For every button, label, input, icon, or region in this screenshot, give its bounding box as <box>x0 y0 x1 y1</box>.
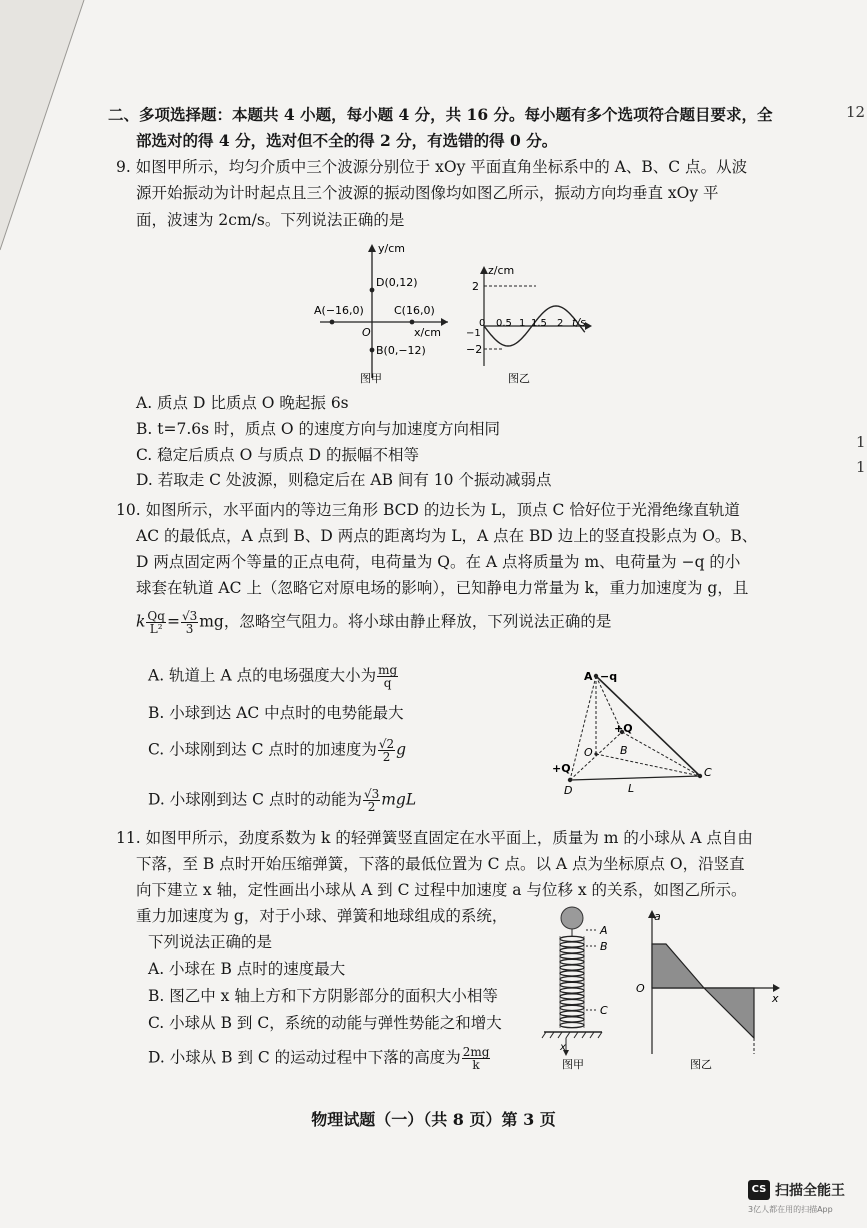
q11-option-A: A. 小球在 B 点时的速度最大 <box>148 960 346 978</box>
q10-stem: D 两点固定两个等量的正点电荷，电荷量为 Q。在 A 点将质量为 m、电荷量为 −q 的小 <box>136 553 741 571</box>
scanner-logo <box>748 1178 858 1218</box>
label-C: C <box>704 766 712 779</box>
t-axis-label: t/s <box>572 316 586 329</box>
q11-figure-yi <box>630 904 790 1074</box>
q9-stem: 9. 如图甲所示，均匀介质中三个波源分别位于 xOy 平面直角坐标系中的 A、B、C 点。从波 <box>116 158 748 176</box>
scanner-name: 扫描全能王 <box>775 1183 845 1199</box>
a-axis-label: a <box>654 910 661 923</box>
q11-option-C: C. 小球从 B 到 C，系统的动能与弹性势能之和增大 <box>148 1014 502 1032</box>
q9-figure-yi <box>468 262 598 388</box>
q9-option-D: D. 若取走 C 处波源，则稳定后在 AB 间有 10 个振动减弱点 <box>136 471 552 489</box>
q10-option-B: B. 小球到达 AC 中点时的电势能最大 <box>148 704 404 722</box>
q10-option-C: C. 小球刚到达 C 点时的加速度为 $\frac{√2}{2}$ g <box>148 737 407 764</box>
section-title: 二、多项选择题：本题共 4 小题，每小题 4 分，共 16 分。每小题有多个选项符合题目要求，全 <box>108 105 773 124</box>
figure-caption: 图乙 <box>690 1058 712 1071</box>
figure-caption: 图甲 <box>562 1058 584 1071</box>
point-B-label: B(0,−12) <box>376 344 426 357</box>
x-tick: 0 <box>479 318 486 329</box>
edge-mark: 1 <box>856 458 866 476</box>
cs-badge-icon: CS <box>748 1180 770 1200</box>
q9-figure-jia <box>300 238 470 388</box>
z-axis-label: z/cm <box>488 264 515 277</box>
q10-stem-condition: k $\frac{Qq}{\text{L²}}$ = $\frac{√3}{3}$ mg，忽略空气阻力。将小球由静止释放，下列说法正确的是 <box>136 609 612 636</box>
section-title-cont: 部选对的得 4 分，选对但不全的得 2 分，有选错的得 0 分。 <box>136 131 558 150</box>
label-C: C <box>600 1004 608 1017</box>
q9-option-C: C. 稳定后质点 O 与质点 D 的振幅不相等 <box>136 446 420 464</box>
q10-stem: 球套在轨道 AC 上（忽略它对原电场的影响），已知静电力常量为 k，重力加速度为 g，且 <box>136 579 749 597</box>
q9-stem: 面，波速为 2cm/s。下列说法正确的是 <box>136 211 405 229</box>
label-B: B <box>620 744 628 757</box>
figure-caption: 图乙 <box>508 372 530 385</box>
origin-label: O <box>636 982 645 995</box>
y-axis-label: y/cm <box>378 242 405 255</box>
q9-option-A: A. 质点 D 比质点 O 晚起振 6s <box>136 394 349 412</box>
label-x: x <box>560 1042 566 1053</box>
point-A-label: A(−16,0) <box>314 304 364 317</box>
page-footer: 物理试题（一）（共 8 页）第 3 页 <box>311 1110 556 1129</box>
q10-stem: AC 的最低点，A 点到 B、D 两点的距离均为 L，A 点在 BD 边上的竖直投影点为 O。B、 <box>136 527 758 545</box>
label-Q-D: +Q <box>552 762 571 775</box>
q11-stem: 向下建立 x 轴，定性画出小球从 A 到 C 过程中加速度 a 与位移 x 的关系，如图乙所示。 <box>136 881 747 899</box>
label-Q-B: +Q <box>614 722 633 735</box>
q10-option-A: A. 轨道上 A 点的电场强度大小为 $\frac{mg}{q}$ <box>148 663 398 690</box>
label-L: L <box>628 782 635 795</box>
q10-option-D: D. 小球刚到达 C 点时的动能为 $\frac{√3}{2}$ mgL <box>148 787 417 814</box>
x-tick: 0.5 <box>496 318 512 329</box>
label-A: A <box>584 670 593 683</box>
point-D-label: D(0,12) <box>376 276 418 289</box>
label-B: B <box>600 940 608 953</box>
paper-fold-shadow <box>0 0 110 260</box>
x-axis-label: x/cm <box>414 326 441 339</box>
x-axis-label: x <box>772 992 779 1005</box>
q11-option-D: D. 小球从 B 到 C 的运动过程中下落的高度为 $\frac{2mg}{k}$ <box>148 1045 490 1072</box>
y-tick: −2 <box>466 343 483 356</box>
x-tick: 1 <box>519 318 526 329</box>
q11-stem: 下列说法正确的是 <box>148 933 273 951</box>
label-charge-q: −q <box>600 670 618 683</box>
q10-stem: 10. 如图所示，水平面内的等边三角形 BCD 的边长为 L，顶点 C 恰好位于光滑绝缘直轨道 <box>116 501 740 519</box>
point-C-label: C(16,0) <box>394 304 435 317</box>
lower-shaded-area <box>704 988 754 1038</box>
label-D: D <box>564 784 573 797</box>
edge-mark: 12 <box>846 103 866 121</box>
y-tick: −1 <box>466 328 481 339</box>
q9-option-B: B. t=7.6s 时，质点 O 的速度方向与加速度方向相同 <box>136 420 501 438</box>
q11-stem: 重力加速度为 g，对于小球、弹簧和地球组成的系统， <box>136 907 508 925</box>
q9-stem: 源开始振动为计时起点且三个波源的振动图像均如图乙所示，振动方向均垂直 xOy 平 <box>136 184 719 202</box>
q11-stem: 下落，至 B 点时开始压缩弹簧，下落的最低位置为 C 点。以 A 点为坐标原点 O，沿竖直 <box>136 855 745 873</box>
label-O: O <box>584 746 593 759</box>
origin-label: O <box>362 326 371 339</box>
y-tick: 2 <box>472 280 479 293</box>
q10-figure <box>548 664 728 800</box>
figure-caption: 图甲 <box>360 372 382 385</box>
label-A: A <box>600 924 608 937</box>
x-tick: 1.5 <box>531 318 547 329</box>
scanner-tagline: 3亿人都在用的扫描App <box>748 1205 833 1214</box>
q11-option-B: B. 图乙中 x 轴上方和下方阴影部分的面积大小相等 <box>148 987 498 1005</box>
upper-shaded-area <box>652 944 704 988</box>
spring <box>560 936 584 1028</box>
q11-stem: 11. 如图甲所示，劲度系数为 k 的轻弹簧竖直固定在水平面上，质量为 m 的小球从 A 点自由 <box>116 829 753 847</box>
x-tick: 2 <box>557 318 564 329</box>
q11-figure-jia <box>536 904 626 1074</box>
edge-mark: 1 <box>856 433 866 451</box>
